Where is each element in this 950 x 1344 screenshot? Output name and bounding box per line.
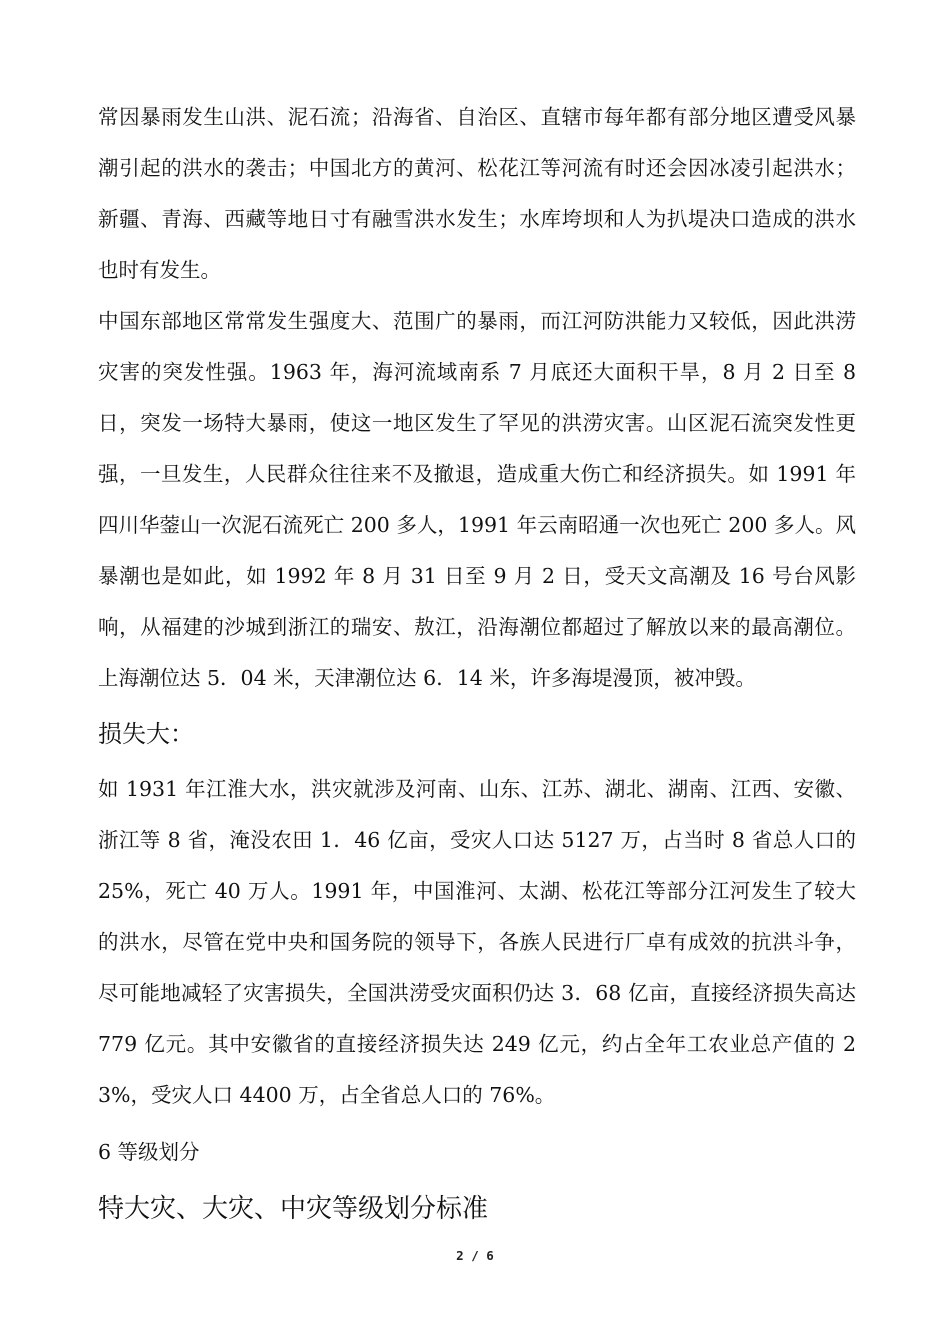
heading-loss: 损失大： xyxy=(98,720,194,748)
paragraph-loss-details: 如 1931 年江淮大水，洪灾就涉及河南、山东、江苏、湖北、湖南、江西、安徽、浙江等 8 省，淹没农田 1．46 亿亩，受灾人口达 5127 万，占当时 8 省总人口的 25%，死亡 40 万人。1991 年，中国淮河、太湖、松花江等部分江河发生了较大的洪水，尽管在党中央和国务院的领导下，各族人民进行厂卓有成效的抗洪斗争，尽可能地减轻了灾害损失，全国洪涝受灾面积仍达 3．68 亿亩，直接经济损失高达 779 亿元。其中安徽省的直接经济损失达 249 亿元，约占全年工农业总产值的 23%，受灾人口 4400 万，占全省总人口的 76%。 xyxy=(98,777,856,1107)
paragraph-flood-suddenness: 中国东部地区常常发生强度大、范围广的暴雨，而江河防洪能力又较低，因此洪涝灾害的突发性强。1963 年，海河流域南系 7 月底还大面积干旱，8 月 2 日至 8 日，突发一场特大暴雨，使这一地区发生了罕见的洪涝灾害。山区泥石流突发性更强，一旦发生，人民群众往往来不及撤退，造成重大伤亡和经济损失。如 1991 年四川华蓥山一次泥石流死亡 200 多人，1991 年云南昭通一次也死亡 200 多人。风暴潮也是如此，如 1992 年 8 月 31 日至 9 月 2 日，受天文高潮及 16 号台风影响，从福建的沙城到浙江的瑞安、敖江，沿海潮位都超过了解放以来的最高潮位。上海潮位达 5．04 米，天津潮位达 6．14 米，许多海堤漫顶，被冲毁。 xyxy=(98,309,856,690)
section-heading: 6 等级划分 xyxy=(98,1140,200,1164)
paragraph-flood-sources: 常因暴雨发生山洪、泥石流；沿海省、自治区、直辖市每年都有部分地区遭受风暴潮引起的洪水的袭击；中国北方的黄河、松花江等河流有时还会因冰凌引起洪水；新疆、青海、西藏等地日寸有融雪洪水发生；水库垮坝和人为扒堤决口造成的洪水也时有发生。 xyxy=(98,105,856,282)
subsection-heading: 特大灾、大灾、中灾等级划分标准 xyxy=(98,1194,489,1224)
page-number: 2 / 6 xyxy=(456,1248,494,1263)
document-body xyxy=(98,92,856,1237)
